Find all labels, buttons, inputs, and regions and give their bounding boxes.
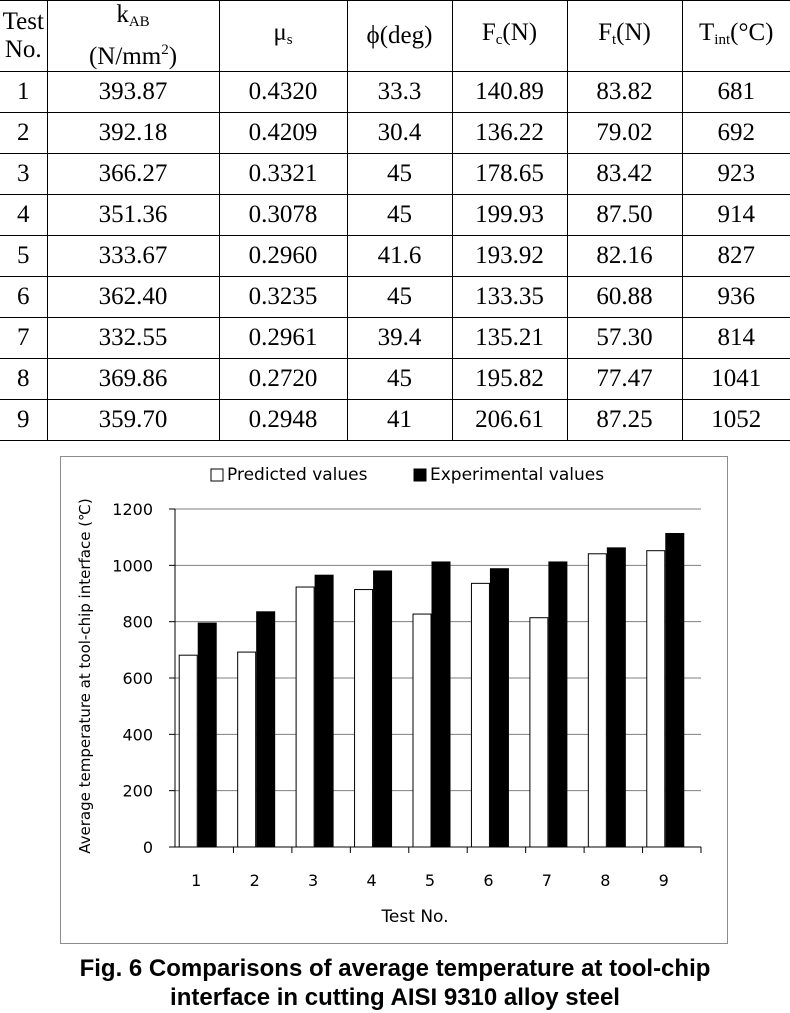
table-cell: 0.2720 [219,359,347,400]
bar-experimental [257,612,275,847]
table-cell: 5 [0,236,47,277]
y-axis-label: Average temperature at tool-chip interface (℃) [76,498,94,854]
table-cell: 1041 [682,359,790,400]
bar-predicted [355,590,373,847]
table-cell: 923 [682,154,790,195]
bar-experimental [490,569,508,847]
legend-label-predicted: Predicted values [227,465,368,485]
table-cell: 77.47 [567,359,682,400]
table-cell: 359.70 [47,400,219,441]
table-cell: 369.86 [47,359,219,400]
table-cell: 0.4320 [219,72,347,113]
table-cell: 45 [347,195,452,236]
x-tick-label: 4 [366,871,377,890]
table-cell: 133.35 [452,277,567,318]
table-cell: 0.2961 [219,318,347,359]
table-cell: 8 [0,359,47,400]
table-cell: 1052 [682,400,790,441]
table-cell: 45 [347,277,452,318]
bar-experimental [607,548,625,847]
table-cell: 936 [682,277,790,318]
bar-predicted [530,618,548,847]
table-cell: 0.3321 [219,154,347,195]
header-k-ab: $k_{AB}$ $(N/mm^2)$ [47,1,219,72]
table-cell: 0.3078 [219,195,347,236]
bar-predicted [296,587,314,847]
table-cell: 0.4209 [219,113,347,154]
table-cell: 41.6 [347,236,452,277]
header-phi: ϕ(deg) [347,1,452,72]
x-axis-label: Test No. [381,907,449,927]
table-cell: 4 [0,195,47,236]
caption-line-1: Fig. 6 Comparisons of average temperature at tool-chip [79,955,711,982]
x-tick-labels [191,871,669,890]
y-tick-label: 1200 [112,500,153,519]
table-header-row [0,1,790,72]
table-row [0,318,790,359]
bar-predicted [647,551,665,847]
table-cell: 178.65 [452,154,567,195]
table-cell: 366.27 [47,154,219,195]
header-t-int: $T_{int}(^\circ C)$ [682,1,790,72]
table-cell: 0.3235 [219,277,347,318]
table-cell: 681 [682,72,790,113]
table-cell: 30.4 [347,113,452,154]
table-cell: 82.16 [567,236,682,277]
bar-experimental [374,571,392,847]
bar-experimental [432,562,450,847]
table-cell: 393.87 [47,72,219,113]
chart-svg [61,457,729,945]
table-cell: 87.50 [567,195,682,236]
table-cell: 140.89 [452,72,567,113]
y-tick-label: 400 [122,725,153,745]
table-cell: 83.42 [567,154,682,195]
x-tick-label: 8 [600,871,611,890]
bar-predicted [471,583,489,847]
table-row [0,154,790,195]
caption-line-2: interface in cutting AISI 9310 alloy steel [170,984,620,1011]
table-cell: 199.93 [452,195,567,236]
x-tick-label: 5 [424,871,436,890]
table-row [0,400,790,441]
table-cell: 6 [0,277,47,318]
bars [179,534,684,847]
table-cell: 195.82 [452,359,567,400]
table-cell: 33.3 [347,72,452,113]
table-cell: 136.22 [452,113,567,154]
table-cell: 193.92 [452,236,567,277]
table-row [0,277,790,318]
table-cell: 1 [0,72,47,113]
y-tick-label: 0 [142,838,153,857]
y-tick-label: 600 [122,669,153,688]
table-row [0,359,790,400]
table-cell: 83.82 [567,72,682,113]
table-cell: 392.18 [47,113,219,154]
table-cell: 87.25 [567,400,682,441]
parameters-table [0,0,790,441]
y-tick-labels [112,500,153,857]
header-mu-s: $\mu_s$ [219,1,347,72]
bar-predicted [588,554,606,847]
table-cell: 3 [0,154,47,195]
table-row [0,72,790,113]
figure-caption [0,954,790,1012]
table-cell: 333.67 [47,236,219,277]
table-cell: 39.4 [347,318,452,359]
table-cell: 351.36 [47,195,219,236]
legend-swatch-predicted [211,469,223,481]
x-tick-label: 7 [541,871,552,890]
table-cell: 135.21 [452,318,567,359]
table-cell: 7 [0,318,47,359]
table-cell: 827 [682,236,790,277]
table-row [0,236,790,277]
table-row [0,195,790,236]
table-cell: 0.2960 [219,236,347,277]
table-cell: 45 [347,154,452,195]
bar-experimental [549,562,567,847]
bar-predicted [413,614,431,847]
legend-label-experimental: Experimental values [430,465,605,485]
table-cell: 206.61 [452,400,567,441]
table-cell: 60.88 [567,277,682,318]
header-ft: $F_t(N)$ [567,1,682,72]
table-cell: 57.30 [567,318,682,359]
table-body [0,72,790,441]
y-tick-label: 1000 [112,556,153,576]
chart-legend [211,465,604,485]
table-cell: 79.02 [567,113,682,154]
table-cell: 9 [0,400,47,441]
table-cell: 41 [347,400,452,441]
table-cell: 2 [0,113,47,154]
bar-experimental [198,623,216,847]
y-tick-label: 800 [122,612,153,632]
bar-experimental [315,575,333,847]
table-cell: 362.40 [47,277,219,318]
bar-predicted [238,652,256,847]
x-tick-label: 2 [249,871,260,890]
header-test-no: Test No. [0,1,47,72]
table-row [0,113,790,154]
temperature-bar-chart [60,456,728,944]
table-cell: 914 [682,195,790,236]
x-tick-label: 9 [658,871,669,890]
table-cell: 332.55 [47,318,219,359]
legend-swatch-experimental [414,469,426,481]
x-tick-label: 3 [308,871,319,890]
table-cell: 692 [682,113,790,154]
x-tick-label: 6 [483,871,494,890]
bar-experimental [666,534,684,847]
table-cell: 45 [347,359,452,400]
header-fc: $F_c(N)$ [452,1,567,72]
table-cell: 814 [682,318,790,359]
bar-predicted [179,655,197,847]
table-cell: 0.2948 [219,400,347,441]
y-tick-label: 200 [122,781,153,801]
x-tick-label: 1 [191,871,202,890]
